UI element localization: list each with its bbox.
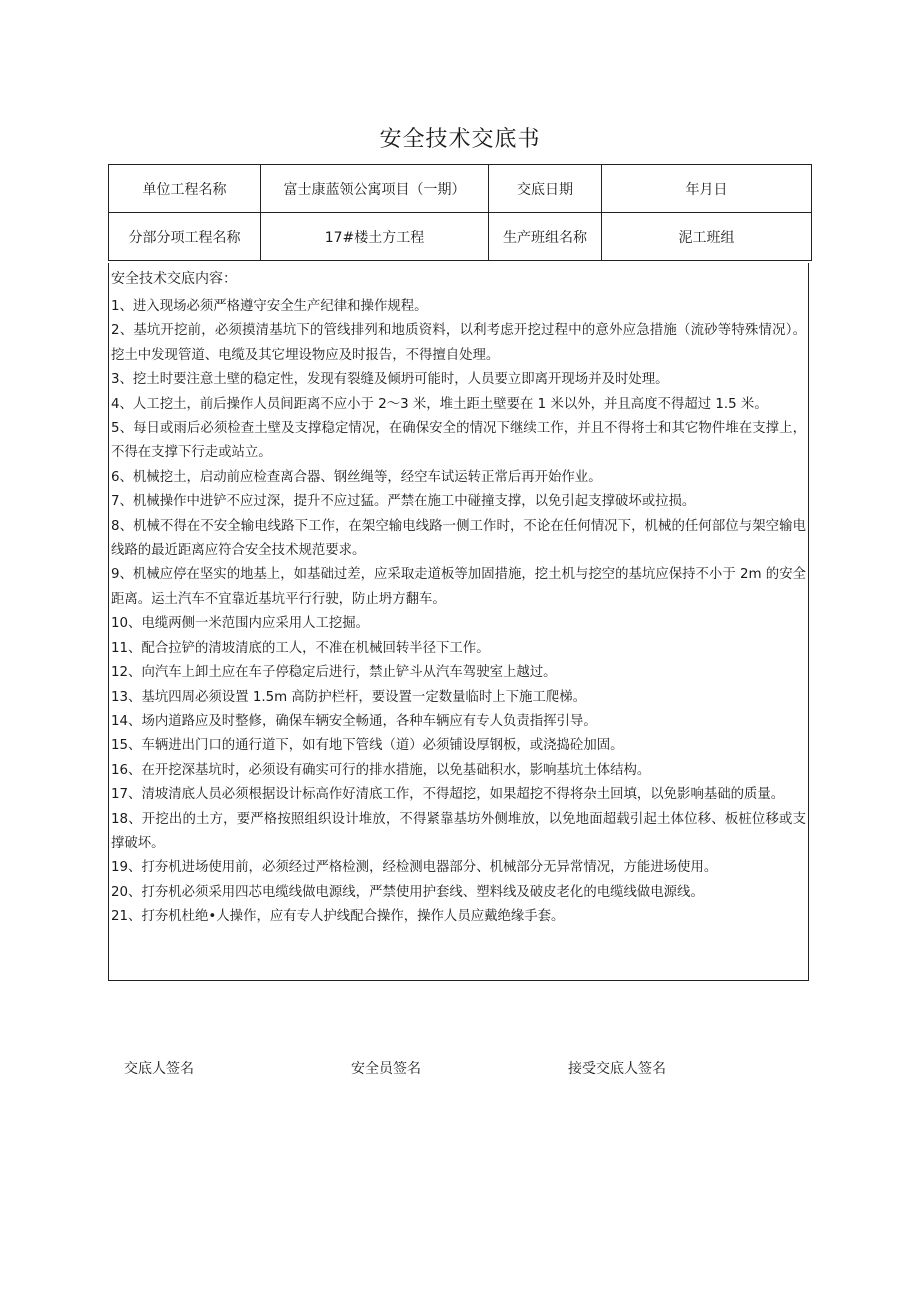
safety-officer-signature-label: 安全员签名 — [351, 1061, 421, 1077]
item-number: 17、 — [111, 787, 142, 803]
item-number: 19、 — [111, 860, 142, 876]
item-number: 4、 — [111, 396, 133, 412]
item-text: 开挖出的土方，要严格按照组织设计堆放，不得紧靠基坊外侧堆放，以免地面超载引起土体位移、板桩位移或支撑破坏。 — [111, 811, 807, 851]
list-item — [111, 686, 806, 710]
list-item — [111, 319, 806, 368]
item-text: 进入现场必须严格遵守安全生产纪律和操作规程。 — [132, 299, 428, 314]
work-team-value: 泥工班组 — [602, 213, 812, 261]
item-text: 打夯机进场使用前，必须经过严格检测，经检测电器部分、机械部分无异常情况，方能进场使用。 — [141, 860, 718, 876]
table-row — [109, 165, 812, 213]
unit-project-label: 单位工程名称 — [109, 165, 261, 213]
item-text: 机械操作中进铲不应过深，提升不应过猛。严禁在施工中碰撞支撑，以免引起支撑破坏或拉损。 — [132, 494, 696, 510]
item-number: 6、 — [111, 469, 133, 485]
list-item — [111, 856, 806, 880]
list-item — [111, 710, 806, 734]
list-item — [111, 563, 806, 612]
item-number: 11、 — [111, 640, 142, 656]
item-text: 挖土时要注意土壁的稳定性，发现有裂缝及倾坍可能时，人员要立即离开现场并及时处理。 — [132, 372, 669, 388]
briefing-items-list — [111, 295, 806, 930]
briefing-date-label: 交底日期 — [489, 165, 602, 213]
item-number: 18、 — [111, 811, 142, 827]
sub-project-label: 分部分项工程名称 — [109, 213, 261, 261]
item-number: 3、 — [111, 372, 133, 388]
item-text: 电缆两侧一米范围内应采用人工挖掘。 — [141, 616, 370, 632]
list-item — [111, 881, 806, 905]
list-item — [111, 661, 806, 685]
item-text: 配合拉铲的清坡清底的工人，不准在机械回转半径下工作。 — [141, 640, 490, 656]
list-item — [111, 905, 806, 929]
item-number: 13、 — [111, 689, 142, 705]
item-text: 在开挖深基坑时，必须设有确实可行的排水措施，以免基础积水，影响基坑土体结构。 — [141, 762, 651, 778]
item-text: 向汽车上卸土应在车子停稳定后进行，禁止铲斗从汽车驾驶室上越过。 — [141, 665, 557, 681]
list-item — [111, 783, 806, 807]
item-number: 21、 — [111, 909, 142, 925]
item-number: 1、 — [111, 299, 133, 314]
list-item — [111, 490, 806, 514]
list-item — [111, 466, 806, 490]
list-item — [111, 808, 806, 857]
list-item — [111, 734, 806, 758]
item-number: 2、 — [111, 323, 134, 339]
item-number: 20、 — [111, 884, 142, 900]
item-number: 16、 — [111, 762, 142, 778]
item-text: 打夯机杜绝•人操作，应有专人护线配合操作，操作人员应戴绝缘手套。 — [141, 909, 565, 925]
item-text: 车辆进出门口的通行道下，如有地下管线（道）必须铺设厚钢板，或浇捣砼加固。 — [141, 738, 624, 754]
item-text: 清坡清底人员必须根据设计标高作好清底工作，不得超挖，如果超挖不得将杂土回填，以免影响基础的质量。 — [141, 787, 785, 803]
project-info-table — [108, 164, 812, 261]
sub-project-value: 17#楼土方工程 — [261, 213, 489, 261]
item-number: 8、 — [111, 518, 134, 534]
table-row — [109, 213, 812, 261]
unit-project-value: 富士康蓝领公寓项目（一期） — [261, 165, 489, 213]
item-text: 机械挖土，启动前应检查离合器、钢丝绳等，经空车试运转正常后再开始作业。 — [132, 469, 602, 485]
item-text: 基坑开挖前，必须摸清基坑下的管线排列和地质资料，以利考虑开挖过程中的意外应急措施（流砂等特殊情况）。挖土中发现管道、电缆及其它埋设物应及时报告，不得擅自处理。 — [111, 323, 806, 363]
item-number: 9、 — [111, 567, 133, 583]
item-text: 场内道路应及时整修，确保车辆安全畅通，各种车辆应有专人负责指挥引导。 — [141, 713, 597, 729]
list-item — [111, 417, 806, 466]
briefing-date-value: 年月日 — [602, 165, 812, 213]
item-number: 5、 — [111, 421, 134, 437]
item-number: 15、 — [111, 738, 142, 754]
list-item — [111, 393, 806, 417]
content-heading: 安全技术交底内容： — [111, 271, 237, 287]
item-text: 机械不得在不安全输电线路下工作，在架空输电线路一侧工作时，不论在任何情况下，机械的任何部位与架空输电线路的最近距离应符合安全技术规范要求。 — [111, 518, 806, 559]
item-text: 人工挖土，前后操作人员间距离不应小于 2～3 米，堆土距土壁要在 1 米以外，并且高度不得超过 1.5 米。 — [132, 396, 768, 412]
list-item — [111, 637, 806, 661]
presenter-signature-label: 交底人签名 — [124, 1061, 194, 1077]
item-number: 14、 — [111, 713, 142, 729]
item-text: 打夯机必须采用四芯电缆线做电源线，严禁使用护套线、塑料线及破皮老化的电缆线做电源线。 — [141, 884, 704, 900]
receiver-signature-label: 接受交底人签名 — [568, 1061, 666, 1077]
item-number: 10、 — [111, 616, 142, 632]
list-item — [111, 612, 806, 636]
work-team-label: 生产班组名称 — [489, 213, 602, 261]
list-item — [111, 515, 806, 564]
item-number: 7、 — [111, 494, 133, 510]
item-text: 基坑四周必须设置 1.5m 高防护栏杆，要设置一定数量临时上下施工爬梯。 — [141, 689, 587, 705]
item-text: 每日或雨后必须检查土壁及支撑稳定情况，在确保安全的情况下继续工作，并且不得将士和其它物件堆在支撑上，不得在支撑下行走或站立。 — [111, 421, 806, 461]
list-item — [111, 368, 806, 392]
list-item — [111, 295, 806, 319]
briefing-content-box — [108, 263, 809, 981]
item-number: 12、 — [111, 665, 142, 681]
list-item — [111, 759, 806, 783]
page-title: 安全技术交底书 — [379, 127, 541, 152]
item-text: 机械应停在坚实的地基上，如基础过差，应采取走道板等加固措施，挖土机与挖空的基坑应保持不小于 2m 的安全距离。运土汽车不宜靠近基坑平行行驶，防止坍方翻车。 — [111, 567, 806, 607]
